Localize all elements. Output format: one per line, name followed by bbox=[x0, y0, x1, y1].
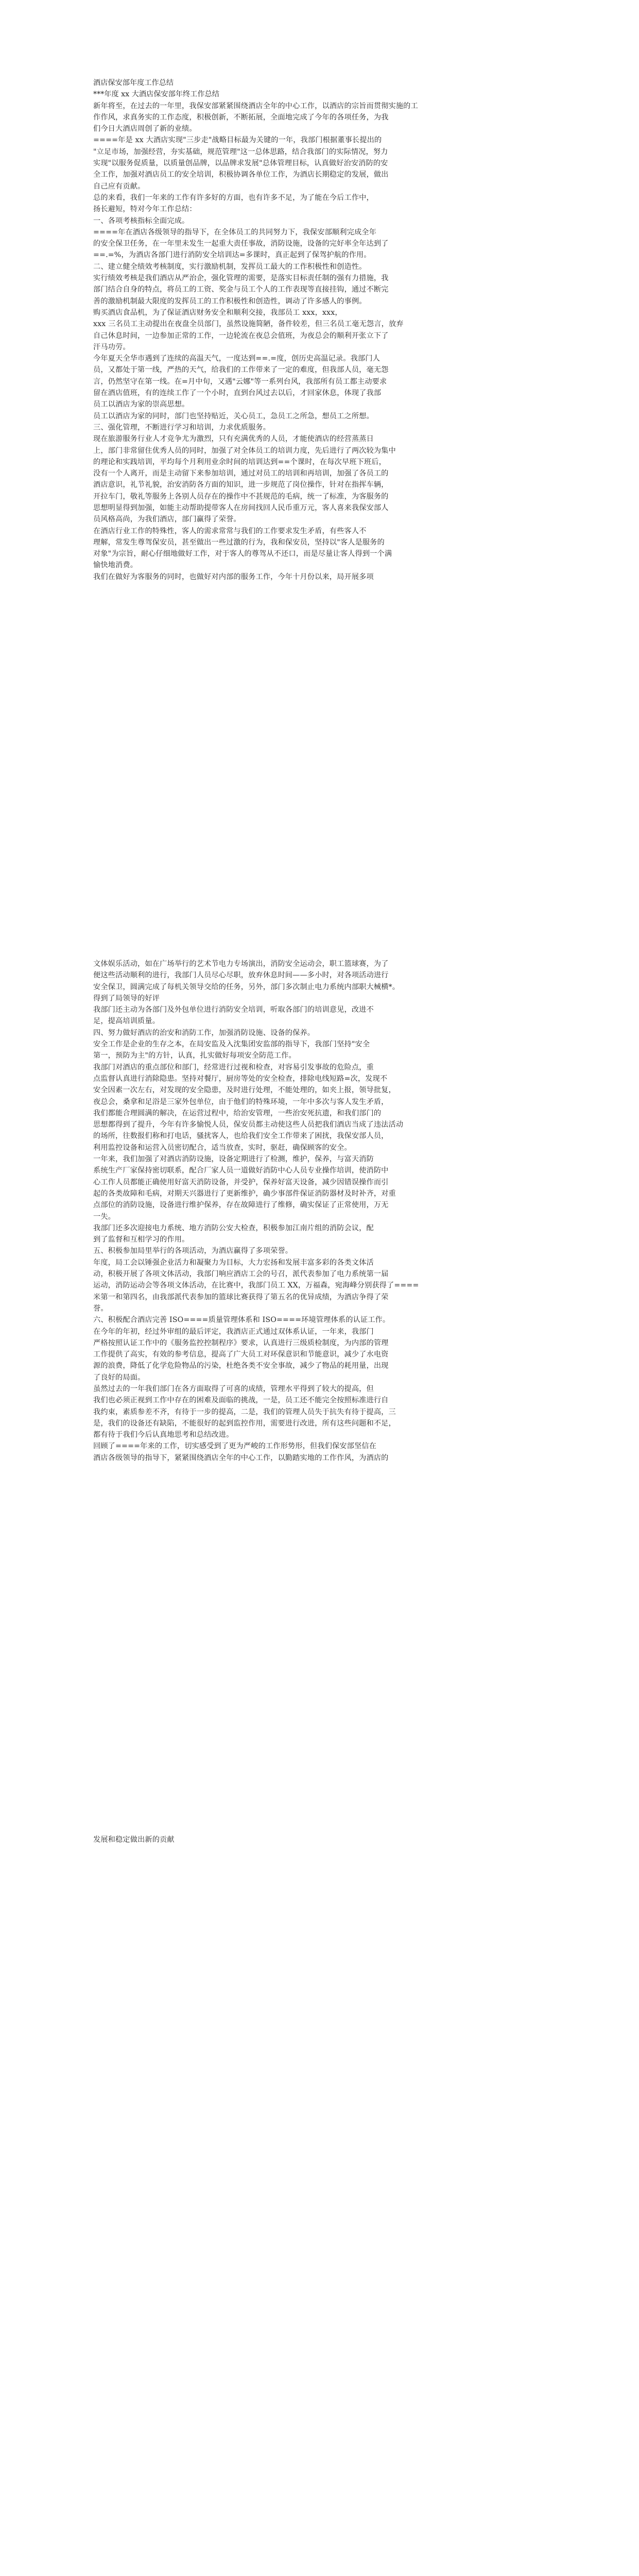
text-line: 全工作，加强对酒店员工的安全培训，积极协调各单位工作，为酒店长期稳定的发展，做出 bbox=[93, 171, 389, 179]
text-line: 便这些活动顺利的进行，我部门人员尽心尽职，放弃休息时间——多小时，对各项活动进行 bbox=[93, 971, 389, 980]
text-line: 的理论和实践培训，平均每个月利用业余时间的培训达到==个课时，在每次早班下班后， bbox=[93, 457, 386, 466]
text-line: 现在旅游服务行业人才竞争尤为激烈，只有充满优秀的人员，才能使酒店的经营蒸蒸日 bbox=[93, 435, 374, 444]
text-line: 了良好的局面。 bbox=[93, 1373, 145, 1382]
text-line: 六、积极配合酒店完善 ISO====质量管理体系和 ISO====环境管理体系的认证工作。 bbox=[93, 1316, 390, 1325]
text-line: 新年将至，在过去的一年里，我保安部紧紧围绕酒店全年的中心工作，以酒店的宗旨而贯彻实施的工 bbox=[93, 101, 418, 110]
text-line: 工作提供了高实，有效的参考信息，提高了广大员工对环保意识和节能意识，减少了水电资 bbox=[93, 1350, 389, 1359]
text-line: 的安全保卫任务，在一年里未发生一起重大责任事故，消防设施，设备的完好率全年达到了 bbox=[93, 240, 389, 248]
document-block-3 bbox=[93, 1834, 546, 1845]
text-line: 我部门还多次迎接电力系统、地方消防公安大检查，积极参加江南片组的消防会议，配 bbox=[93, 1224, 374, 1232]
paragraph-lines bbox=[93, 958, 546, 1464]
text-line: 汗马功劳。 bbox=[93, 343, 130, 351]
text-line: 部门结合自身的特点，将员工的工资、奖金与员工个人的工作表现等直接挂钩，通过不断完 bbox=[93, 285, 389, 294]
text-line: 理解，常发生尊驾保安员，甚至做出一些过激的行为，我和保安员，坚持以"客人是服务的 bbox=[93, 538, 385, 547]
text-line: 五、积极参加局里举行的各项活动，为酒店赢得了多项荣誉。 bbox=[93, 1247, 293, 1256]
text-line: 点监督认真进行消除隐患。坚持对餐厅，厨房等处的安全检查，排除电线短路=次，发现不 bbox=[93, 1074, 388, 1083]
text-line: 我约束，素质参差不齐，有待于一步的提高，二是，我们的管理人员失于抗失有待于提高，三 bbox=[93, 1408, 396, 1416]
text-line: 源的浪费，降低了化学危险物品的污染，杜绝各类不安全事故，减少了物品的耗用量，出现 bbox=[93, 1362, 389, 1370]
text-line: ==.=%，为酒店各部门进行消防安全培训达=多课时，真正起到了保驾护航的作用。 bbox=[93, 251, 371, 260]
text-line: 在酒店行业工作的特殊性，客人的需求常常与我们的工作要求发生矛盾，有些客人不 bbox=[93, 527, 367, 535]
text-line: 一年来，我们加强了对酒店消防设施，设备定期进行了检测，维护，保养，与富天消防 bbox=[93, 1155, 374, 1164]
text-line: 总的来看，我们一年来的工作有许多好的方面，也有许多不足，为了能在今后工作中， bbox=[93, 193, 374, 202]
footer-text-line: 发展和稳定做出新的贡献 bbox=[93, 1836, 175, 1844]
text-line: 是，我们的设备还有缺陷，不能很好的起到监控作用，需要进行改进，所有这些问题和不足， bbox=[93, 1419, 396, 1428]
text-line: 系统生产厂家保持密切联系，配合厂家人员一道做好消防中心人员专业操作培训，使消防中 bbox=[93, 1166, 389, 1175]
text-line: 动，积极开展了各项文体活动，我部门响应酒店工会的号召，派代表参加了电力系统第一届 bbox=[93, 1270, 389, 1279]
text-line: 四、努力做好酒店的治安和消防工作，加强消防设施、设备的保养。 bbox=[93, 1028, 315, 1037]
text-line: 安全因素一次左右，对发现的安全隐患，及时进行处理，不能处理的，如夹上报，领导批复， bbox=[93, 1086, 396, 1095]
text-line: 我们也必须正视到工作中存在的困难及面临的挑战，一是，员工还不能完全按照标准进行自 bbox=[93, 1396, 389, 1405]
text-line: 扬长避短，特对今年工作总结： bbox=[93, 205, 197, 214]
text-line: 实现"以服务促质量，以质量创品牌，以品牌求发展"总体管理目标，认真做好治安消防的安 bbox=[93, 159, 388, 168]
text-line: 自己休息时间，一边参加正常的工作，一边轮流在夜总会值班，为夜总会的顺利开张立下了 bbox=[93, 331, 389, 340]
text-line: 足，提高培训质量。 bbox=[93, 1017, 160, 1026]
text-line: 利用监控设备和运营入员密切配合，适当放查，实时，驱赶，确保顾客的安全。 bbox=[93, 1143, 352, 1152]
text-line: 安全保卫，圆满完成了每机关领导交给的任务，另外，部门多次制止电力系统内部职大械横*。 bbox=[93, 982, 400, 991]
text-line: 第一，预防为主"的方针，认真，扎实做好每项安全防范工作。 bbox=[93, 1052, 296, 1060]
text-line: 善的激励机制最大限度的发挥员工的工作积极性和创造性，调动了许多感人的事例。 bbox=[93, 297, 367, 306]
text-line: 一失。 bbox=[93, 1212, 116, 1221]
text-line: 我部门对酒店的重点部位和部门，经常进行过视和检查，对容易引发事故的危险点，重 bbox=[93, 1063, 374, 1072]
text-line: 我们都能合理圆满的解决，在运营过程中，给治安管理，一些治安死抗遗，和我们部门的 bbox=[93, 1109, 382, 1117]
text-line: 文体娱乐活动，如在广场举行的艺术节电力专场演出，消防安全运动会，职工篮球赛，为了 bbox=[93, 960, 389, 968]
text-line: 愉快地消费。 bbox=[93, 561, 138, 570]
text-line: 留在酒店值班，有的连续工作了一个小时，直到台风过去以后，才回家休息，体现了我部 bbox=[93, 389, 382, 398]
text-line: 员工以酒店为家的同时，部门也坚持贴近，关心员工，急员工之所急，想员工之所想。 bbox=[93, 412, 374, 420]
text-line: "立足市场，加强经营，夯实基础，规范管理"这一总体思路，结合我部门的实际情况，努力 bbox=[93, 147, 388, 156]
text-line: 员工以酒店为家的崇高思想。 bbox=[93, 400, 189, 409]
text-line: 严格按照认证工作中的《服务监控控制程序》要求，认真进行三级质检制度，为内部的管理 bbox=[93, 1338, 389, 1347]
text-line: 二、建立健全绩效考核制度，实行激励机制，发挥员工最大的工作积极性和创造性。 bbox=[93, 262, 367, 271]
text-line: 实行绩效考核是我们酒店从严治企，强化管理的需要，是落实目标责任制的强有力措施，我 bbox=[93, 274, 389, 283]
text-line: 回顾了====年来的工作，切实感受到了更为严峻的工作形势形，但我们保安部坚信在 bbox=[93, 1442, 376, 1451]
text-line: 起的各类故障和毛病，对期天兴器进行了更新维护，确少事部件保证消防器材及时补齐，对重 bbox=[93, 1189, 396, 1198]
text-line: 员风格高尚，为我们酒店，部门赢得了荣誉。 bbox=[93, 515, 241, 524]
text-line: 的场所，往数报们称和打电话，骚扰客人，也给我们安全工作带来了困扰，我保安部人员， bbox=[93, 1132, 389, 1141]
text-line: ====年在酒店各级领导的指导下，在全体员工的共同努力下，我保安部顺利完成全年 bbox=[93, 228, 376, 236]
text-line: 一、各项考核指标全面完成。 bbox=[93, 216, 189, 225]
text-line: 员，又都处于第一线，严热的天气，给我们的工作带来了一定的难度，但我部人员，毫无怨 bbox=[93, 366, 389, 375]
text-line: 三、强化管理，不断进行学习和培训，力求优质服务。 bbox=[93, 423, 271, 432]
text-line: 思想明显得到加强，如能主动帮助提带客人在房间找回人民币重万元，客人喜来我保安部人 bbox=[93, 503, 389, 512]
text-line: 作作风，求真务实的工作态度，积极创新，不断拓展，全面地完成了今年的各项任务，为我 bbox=[93, 113, 389, 122]
text-line: 得到了局领导的好评 bbox=[93, 994, 160, 1003]
text-line: 酒店各级领导的指导下，紧紧围绕酒店全年的中心工作，以勤踏实地的工作作风，为酒店的 bbox=[93, 1453, 389, 1462]
text-line: 们今日大酒店周创了新的业绩。 bbox=[93, 125, 197, 133]
text-line: 对象"为宗旨，耐心仔细地做好工作，对于客人的尊驾从不还口，而是尽量让客人得到一个满 bbox=[93, 550, 392, 558]
text-line: 我部门还主动为各部门及外包单位进行消防安全培训，听取各部门的培训意见，改进不 bbox=[93, 1006, 374, 1014]
document-title: 酒店保安部年度工作总结 bbox=[93, 79, 174, 87]
text-line: 到了监督和互相学习的作用。 bbox=[93, 1235, 189, 1244]
text-line: 我们在做好为客服务的同时，也做好对内部的服务工作，今年十月份以来，局开展多项 bbox=[93, 572, 374, 581]
text-line: 安全工作是企业的生存之本，在局安监及入沈集团安监部的指导下，我部门坚持"安全 bbox=[93, 1040, 370, 1049]
text-line: 誉。 bbox=[93, 1304, 108, 1313]
paragraph-lines bbox=[93, 100, 546, 583]
document-block-1 bbox=[93, 77, 546, 583]
text-line: 没有一个人离开，而是主动留下来参加培训，通过对员工的培训和再培训，加强了各员工的 bbox=[93, 469, 389, 478]
text-line: 年度，局工会以锤强企业活力和凝聚力为目标，大力宏扬和发展丰富多彩的各类文体活 bbox=[93, 1258, 374, 1267]
text-line: 今年夏天全华市遇到了连续的高温天气，一度达到==.=度，创历史高温记录。我部门人 bbox=[93, 354, 380, 363]
text-line: 酒店意识，礼节礼貌，治安消防各方面的知识，进一步规范了岗位操作，针对在指挥车辆， bbox=[93, 481, 389, 489]
text-line: 米第一和第四名，由我部派代表参加的篮球比赛获得了第五名的优异成绩，为酒店争得了荣 bbox=[93, 1293, 389, 1301]
text-line: 购买酒店食品机，为了保证酒店财务安全和顺利交接，我部员工 xxx，xxx， bbox=[93, 308, 342, 317]
text-line: 心工作人员都能正确使用好富天消防设备，并受护，保养好富天设备，减少因错误操作而引 bbox=[93, 1178, 389, 1187]
text-line: 虽然过去的一年我们部门在各方面取得了可喜的成绩，管理水平得到了较大的提高，但 bbox=[93, 1384, 374, 1393]
text-line: ====年是 xx 大酒店实现"三步走"战略目标最为关键的一年，我部门根据董事长提出的 bbox=[93, 136, 382, 145]
text-line: xxx 三名员工主动提出在夜盘全员部门，虽然设施简陋，备件较差，但三名员工毫无怨言，放弃 bbox=[93, 320, 404, 329]
text-line: 都有待于我们今后认真地思考和总结改进。 bbox=[93, 1431, 234, 1439]
text-line: 点部位的消防设施，设备进行维护保养，存在故障进行了维修，确实保证了正常使用，万无 bbox=[93, 1201, 389, 1210]
text-line: 上，部门非常留住优秀人员的同时，加强了对全体员工的培训力度，先后进行了两次较为集中 bbox=[93, 446, 396, 455]
text-line: 夜总会，桑拿和足浴是三家外包单位，由于他们的特殊环境，一年中多次与客人发生矛盾， bbox=[93, 1097, 389, 1106]
text-line: 自己应有贡献。 bbox=[93, 182, 145, 191]
text-line: 在今年的年初，经过外审组的最后评定，我酒店正式通过双体系认证，一年来，我部门 bbox=[93, 1327, 374, 1336]
text-line: 运动，消防运动会等各项文体活动，在比赛中，我部门员工 XX，万福森，宛海峰分别获得了==== bbox=[93, 1281, 419, 1290]
text-line: 思想都得到了提升，今年有许多愉悦人员，保安员都主动使这些人员把我们酒店当成了违法活动 bbox=[93, 1121, 404, 1129]
text-line: 开拉车门，敬礼等服务上各别人员存在的操作中不甚规范的毛病，统一了标准，为客服务的 bbox=[93, 492, 389, 501]
document-subtitle: ***年度 xx 大酒店保安部年终工作总结 bbox=[93, 90, 219, 99]
text-line: 言，仍然坚守在第一线。在=月中旬，又遇"云娜"等一系列台风，我部所有员工都主动要求 bbox=[93, 377, 387, 386]
document-block-2 bbox=[93, 958, 546, 1464]
